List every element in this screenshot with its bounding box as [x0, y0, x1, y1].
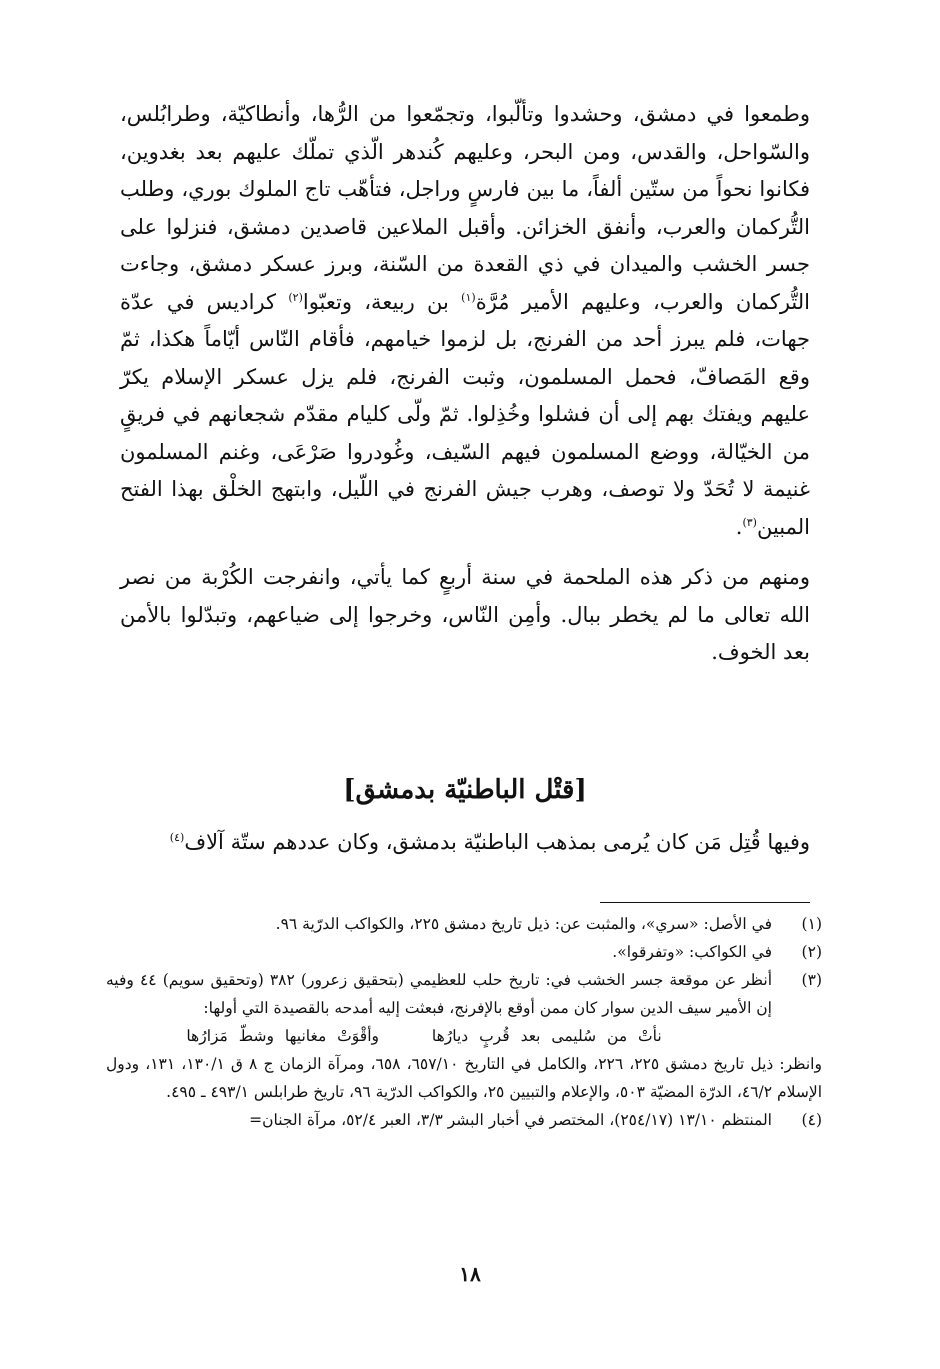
footnote-ref-1[interactable]: (١)	[461, 290, 476, 304]
footnote-number: (١)	[801, 915, 822, 933]
footnote-text: المنتظم ١٣/١٠ (٢٥٤/١٧)، المختصر في أخبار البشر ٣/٣، العبر ٥٢/٤، مرآة الجنان=	[249, 1111, 772, 1129]
footnote-divider	[600, 902, 810, 903]
verse-hemistich-1: نأتْ من سُليمى بعد قُربٍ ديارُها	[431, 1027, 662, 1045]
paragraph-battle: وطمعوا في دمشق، وحشدوا وتألّبوا، وتجمّعوا من الرُّها، وأنطاكيّة، وطرابُلس، والسّواحل، والقدس، ومن البحر، وعليهم كُندهر الّذي تملّك عليهم بعد بغدوين، فكانوا نحواً من ستّين ألفاً، ما بين فارسٍ وراجل، فتأهّب تاج الملوك بوري، وطلب التُّركمان والعرب، وأنفق الخزائن. وأقبل الملاعين قاصدين دمشق، فنزلوا على جسر الخشب والميدان في ذي القعدة من السّنة، وبرز عسكر دمشق، وجاءت التُّركمان والعرب، وعليهم الأمير مُرَّة$^{(١)}$ بن ربيعة، وتعبّوا$^{(٢)}$ كراديس في عدّة جهات، فلم يبرز أحد من الفرنج، بل لزموا خيامهم، فأقام النّاس أيّاماً هكذا، ثمّ وقع المَصافّ، فحمل المسلمون، وثبت الفرنج، فلم يزل عسكر الإسلام يكرّ عليهم ويفتك بهم إلى أن فشلوا وخُذِلوا. ثمّ ولّى كليام مقدّم شجعانهم في فريقٍ من الخيّالة، ووضع المسلمون فيهم السّيف، وغُودروا صَرْعَى، وغنم المسلمون غنيمة لا تُحَدّ ولا توصف، وهرب جيش الفرنج في اللّيل، وابتهج الخلْق بهذا الفتح المبين$^{(٣)}$.	[120, 102, 811, 539]
footnote-text: في الأصل: «سري»، والمثبت عن: ذيل تاريخ دمشق ٢٢٥، والكواكب الدرّية ٩٦.	[275, 915, 772, 933]
footnote-4	[106, 1106, 822, 1134]
footnote-1	[106, 910, 822, 938]
paragraph-relief: ومنهم من ذكر هذه الملحمة في سنة أربعٍ كما يأتي، وانفرجت الكُرْبة من نصر الله تعالى ما لم يخطر ببال. وأمِن النّاس، وخرجوا إلى ضياعهم، وتبدّلوا بالأمن بعد الخوف.	[120, 565, 810, 664]
footnote-ref-2[interactable]: (٢)	[288, 290, 303, 304]
footnote-text: في الكواكب: «وتفرقوا».	[612, 943, 772, 961]
section-heading: [قتْل الباطنيّة بدمشق]	[343, 775, 587, 805]
footnotes	[106, 910, 822, 1134]
main-text	[120, 96, 810, 685]
footnote-3	[106, 966, 822, 1050]
footnote-number: (٢)	[801, 943, 822, 961]
verse-hemistich-2: وأقْوَتْ مغانيها وشطّ مَزارُها	[186, 1027, 379, 1045]
poem-verse	[106, 1022, 772, 1050]
footnote-2	[106, 938, 822, 966]
footnote-number: (٤)	[801, 1111, 822, 1129]
page-number: ١٨	[459, 1262, 481, 1286]
footnote-ref-4[interactable]: (٤)	[169, 831, 185, 844]
footnote-3-continued: وانظر: ذيل تاريخ دمشق ٢٢٥، ٢٢٦، والكامل في التاريخ ٦٥٧/١٠، ٦٥٨، ومرآة الزمان ج ٨ ق ١٣٠/١، ١٣١، ودول الإسلام ٤٦/٢، الدرّة المضيّة ٥٠٣، والإعلام والتبيين ٢٥، والكواكب الدرّية ٩٦، تاريخ طرابلس ٤٩٣/١ ـ ٤٩٥.	[106, 1055, 822, 1101]
section-paragraph: وفيها قُتِل مَن كان يُرمى بمذهب الباطنيّة بدمشق، وكان عددهم ستّة آلاف$^{(٤)}$	[169, 830, 810, 854]
footnote-text: أنظر عن موقعة جسر الخشب في: تاريخ حلب للعظيمي (بتحقيق زعرور) ٣٨٢ (وتحقيق سويم) ٤٤ وفيه إن الأمير سيف الدين سوار كان ممن أوقع بالإفرنج، فبعثت إليه أمدحه بالقصيدة التي أولها:	[106, 971, 772, 1017]
footnote-number: (٣)	[801, 971, 822, 989]
footnote-ref-3[interactable]: (٣)	[742, 515, 757, 529]
